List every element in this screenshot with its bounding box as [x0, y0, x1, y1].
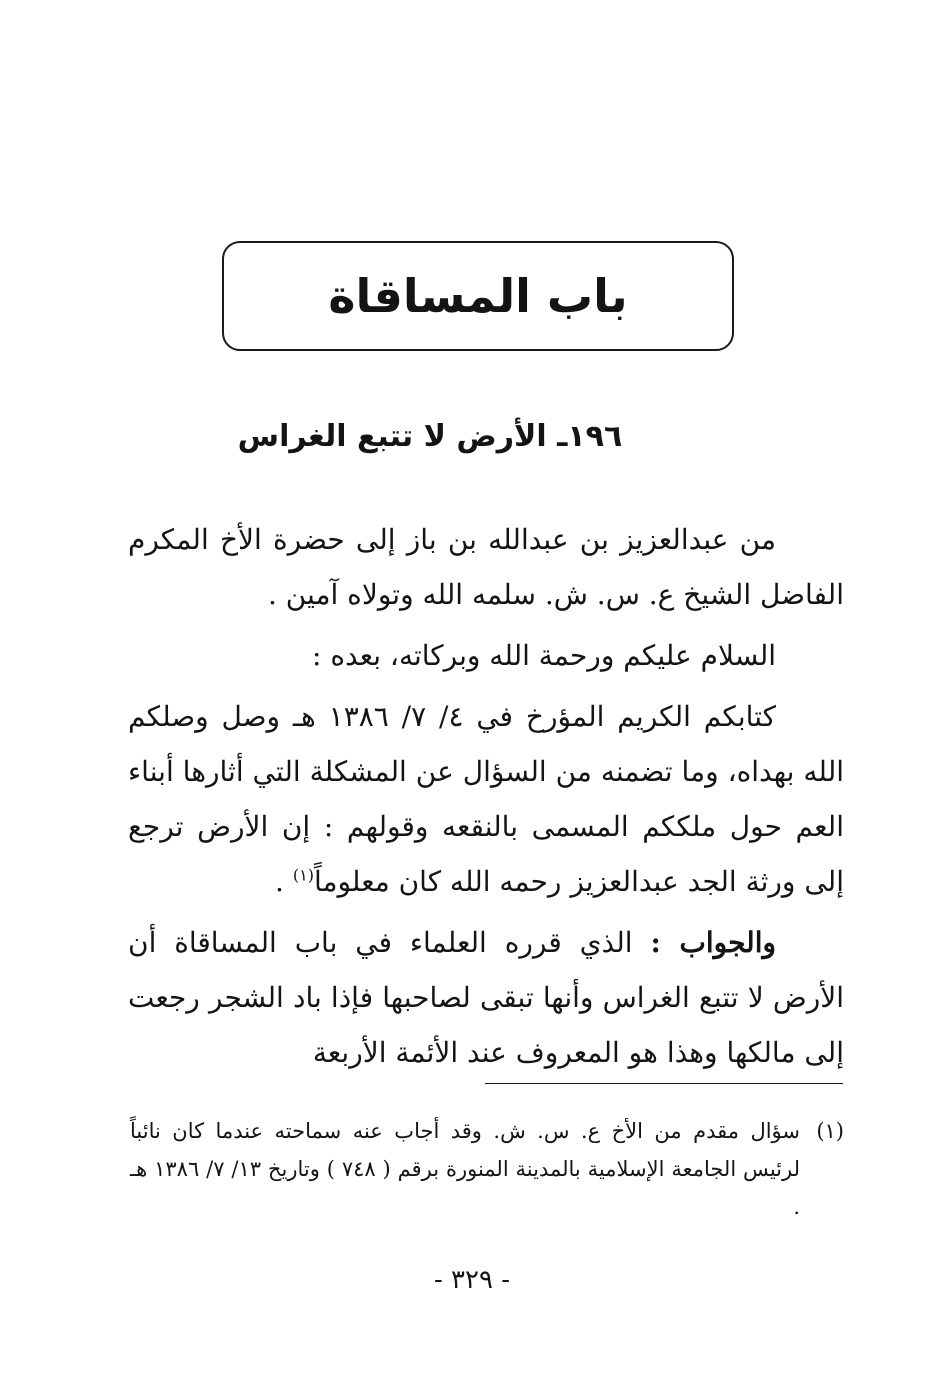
page-number: - ٣٢٩ - [433, 1265, 511, 1295]
question-end: . [275, 865, 293, 898]
chapter-title: باب المساقاة [328, 269, 628, 323]
chapter-title-box [222, 241, 734, 351]
question-text: كتابكم الكريم المؤرخ في ٤/ ٧/ ١٣٨٦ هـ وصل وصلكم الله بهداه، وما تضمنه من السؤال عن المشكلة التي أثارها أبناء العم حول ملككم المسمى بالنقعه وقولهم : إن الأرض ترجع إلى ورثة الجد عبدالعزيز رحمه الله كان معلوماً [128, 700, 844, 898]
paragraph-salutation: السلام عليكم ورحمة الله وبركاته، بعده : [312, 639, 776, 672]
paragraph-greeting-address: من عبدالعزيز بن عبدالله بن باز إلى حضرة الأخ المكرم الفاضل الشيخ ع. س. ش. سلمه الله وتولاه آمين . [128, 523, 844, 611]
footnote-reference[interactable]: (١) [292, 865, 314, 885]
footnote [130, 1112, 844, 1226]
answer-lead: والجواب : [650, 926, 777, 959]
paragraph-question [128, 689, 844, 909]
answer-text: الذي قرره العلماء في باب المساقاة أن الأرض لا تتبع الغراس وأنها تبقى لصاحبها فإذا باد الشجر رجعت إلى مالكها وهذا هو المعروف عند الأئمة الأربعة [128, 926, 844, 1069]
paragraph-answer [128, 915, 844, 1080]
body-text [128, 512, 844, 1080]
footnote-text: سؤال مقدم من الأخ ع. س. ش. وقد أجاب عنه سماحته عندما كان نائباً لرئيس الجامعة الإسلامية بالمدينة المنورة برقم ( ٧٤٨ ) وتاريخ ١٣/ ٧/ ١٣٨٦ هـ . [130, 1119, 800, 1219]
section-heading: ١٩٦ـ الأرض لا تتبع الغراس [237, 419, 623, 454]
footnote-marker: (١) [816, 1119, 844, 1143]
footnote-divider [485, 1083, 843, 1084]
